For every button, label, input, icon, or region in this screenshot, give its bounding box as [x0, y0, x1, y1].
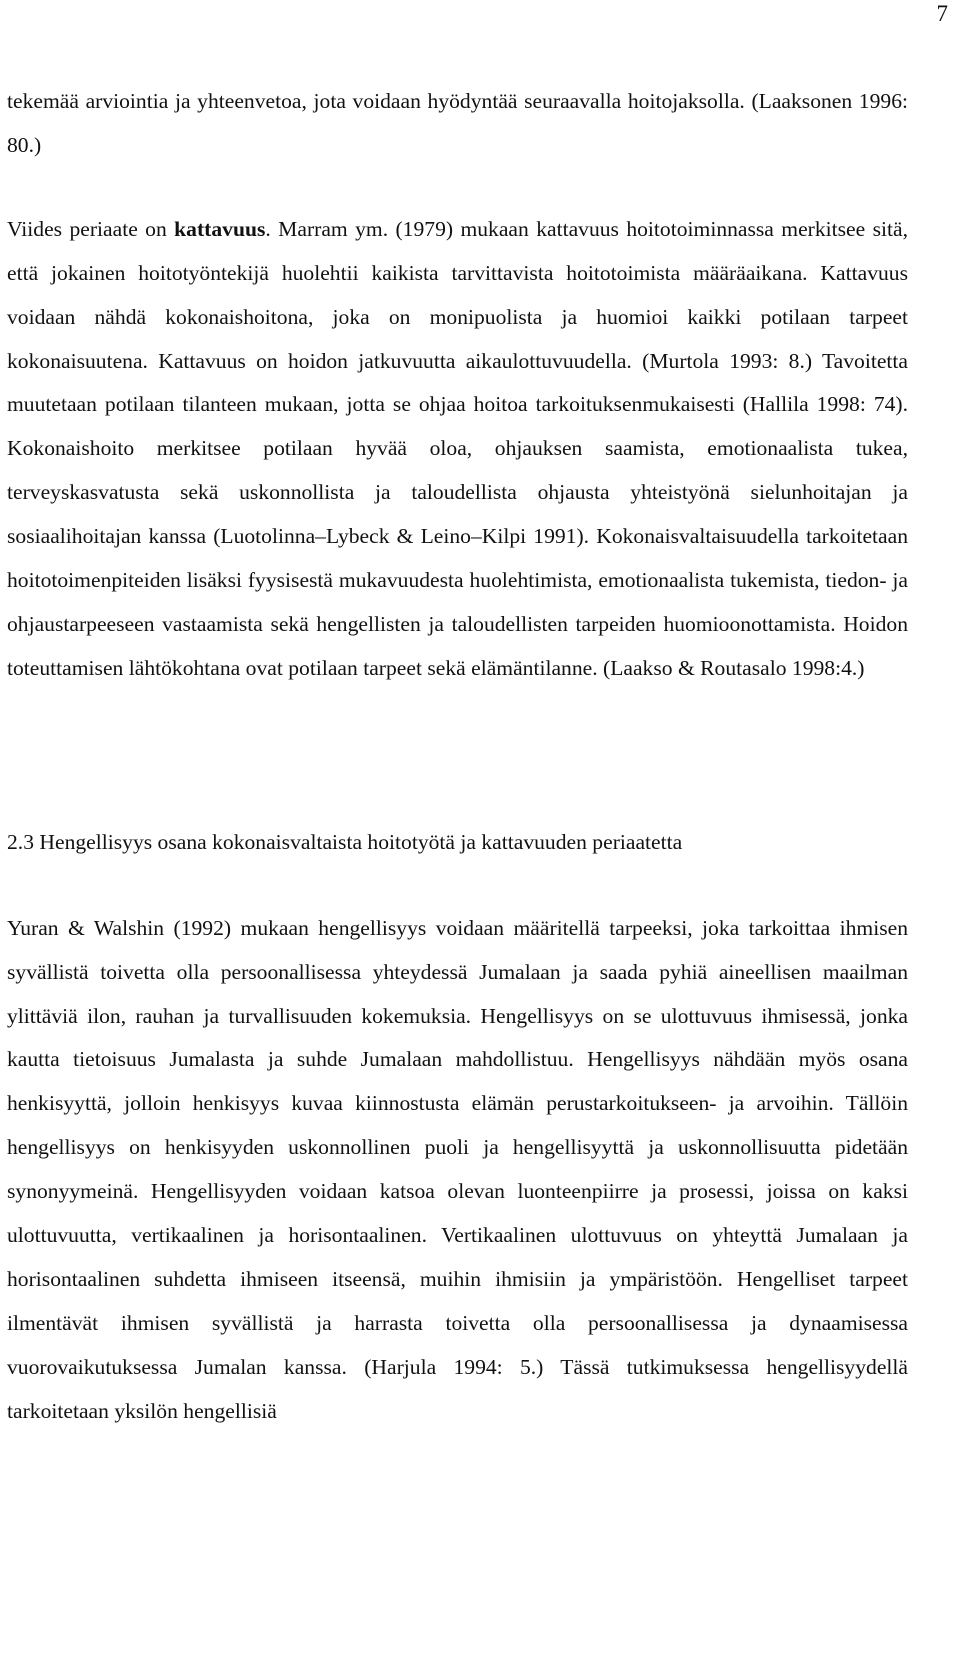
paragraph-kattavuus [7, 208, 908, 691]
kattavuus-emphasis: kattavuus [174, 216, 266, 241]
document-body [7, 80, 908, 1434]
page-number: 7 [936, 1, 948, 26]
section-heading: 2.3 Hengellisyys osana kokonaisvaltaista hoitotyötä ja kattavuuden periaatetta [7, 829, 683, 854]
paragraph-hengellisyys: Yuran & Walshin (1992) mukaan hengellisyys voidaan määritellä tarpeeksi, joka tarkoittaa ihmisen syvällistä toivetta olla persoonallisessa yhteydessä Jumalaan ja saada pyhiä aineellisen maailman ylittäviä ilon, rauhan ja turvallisuuden kokemuksia. Hengellisyys on se ulottuvuus ihmisessä, jonka kautta tietoisuus Jumalasta ja suhde Jumalaan mahdollistuu. Hengellisyys nähdään myös osana henkisyyttä, jolloin henkisyys kuvaa kiinnostusta elämän perustarkoitukseen- ja arvoihin. Tällöin hengellisyys on henkisyyden uskonnollinen puoli ja hengellisyyttä ja uskonnollisuutta pidetään synonyymeinä. Hengellisyyden voidaan katsoa olevan luonteenpiirre ja prosessi, joissa on kaksi ulottuvuutta, vertikaalinen ja horisontaalinen. Vertikaalinen ulottuvuus on yhteyttä Jumalaan ja horisontaalinen suhdetta ihmiseen itseensä, muihin ihmisiin ja ympäristöön. Hengelliset tarpeet ilmentävät ihmisen syvällistä ja harrasta toivetta olla persoonallisessa ja dynaamisessa vuorovaikutuksessa Jumalan kanssa. (Harjula 1994: 5.) Tässä tutkimuksessa hengellisyydellä tarkoitetaan yksilön hengellisiä [7, 915, 908, 1423]
kattavuus-text-rest: . Marram ym. (1979) mukaan kattavuus hoitotoiminnassa merkitsee sitä, että jokainen hoitotyöntekijä huolehtii kaikista tarvittavista hoitotoimista määräaikana. Kattavuus voidaan nähdä kokonaishoitona, joka on monipuolista ja huomioi kaikki potilaan tarpeet kokonaisuutena. Kattavuus on hoidon jatkuvuutta aikaulottuvuudella. (Murtola 1993: 8.) Tavoitetta muutetaan potilaan tilanteen mukaan, jotta se ohjaa hoitoa tarkoituksenmukaisesti (Hallila 1998: 74). Kokonaishoito merkitsee potilaan hyvää oloa, ohjauksen saamista, emotionaalista tukea, terveyskasvatusta sekä uskonnollista ja taloudellista ohjausta yhteistyönä sielunhoitajan ja sosiaalihoitajan kanssa (Luotolinna–Lybeck & Leino–Kilpi 1991). Kokonaisvaltaisuudella tarkoitetaan hoitotoimenpiteiden lisäksi fyysisestä mukavuudesta huolehtimista, emotionaalista tukemista, tiedon- ja ohjaustarpeeseen vastaamista sekä hengellisten ja taloudellisten tarpeiden huomioonottamista. Hoidon toteuttamisen lähtökohtana ovat potilaan tarpeet sekä elämäntilanne. (Laakso & Routasalo 1998:4.) [7, 216, 908, 680]
kattavuus-text-start: Viides periaate on [7, 216, 175, 241]
paragraph-intro: tekemää arviointia ja yhteenvetoa, jota voidaan hyödyntää seuraavalla hoitojaksolla. (Laaksonen 1996: 80.) [7, 89, 908, 157]
